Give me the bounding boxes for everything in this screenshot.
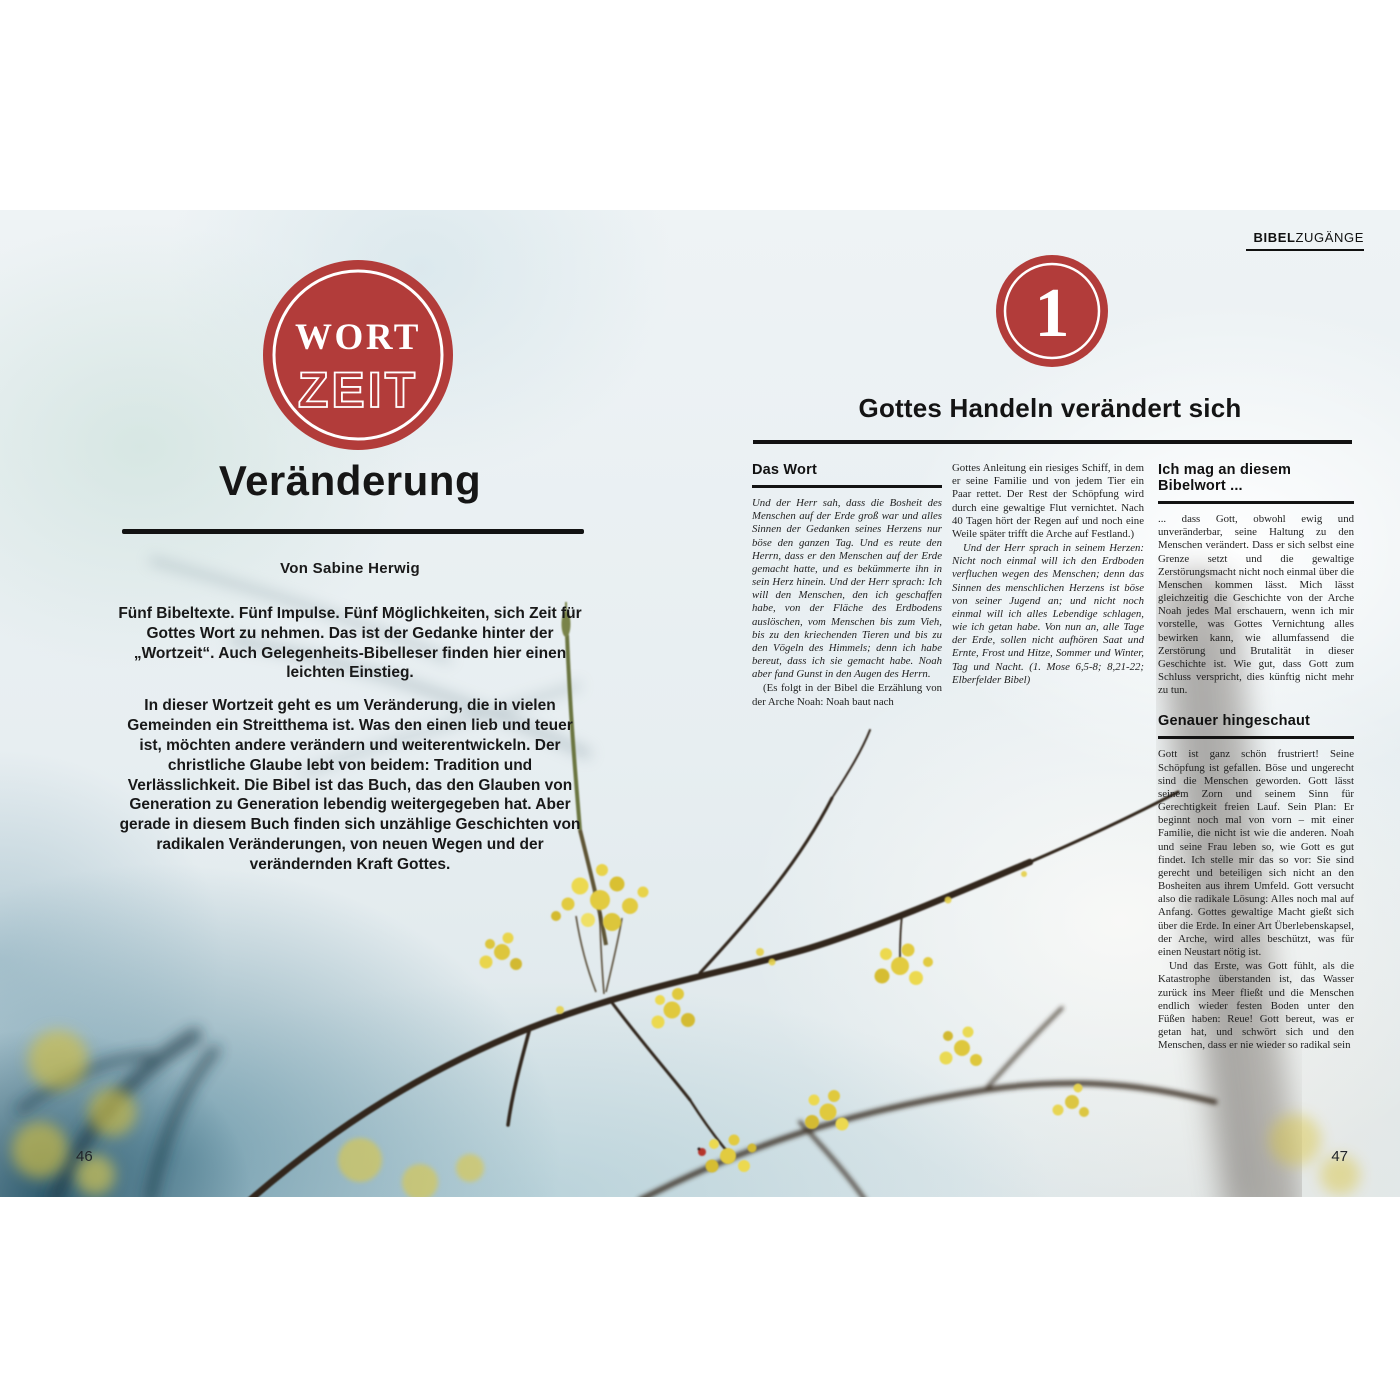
page-number-right: 47 — [1331, 1148, 1348, 1165]
title-rule — [122, 529, 584, 534]
bibelwort-text: ... dass Gott, obwohl ewig und unveränderbar, seine Haltung zu den Menschen verändert. Dass er sich selbst eine Grenze setzt und die gewaltige Zerstörungsmacht nicht noch einmal über die Menschen kommen lässt. Mich lässt gleichzeitig die Geschichte von der Arche Noah jedes Mal erschauern, wenn ich mir vorstelle, was Gottes Vernichtung alles bewirken kann, wie allumfassend die Zerstörung und Brutalität in dieser Geschichte ist. Wie gut, dass Gott zum Schluss verspricht, dies künftig nicht mehr zu tun. — [1158, 513, 1354, 697]
wortzeit-logo-badge — [260, 257, 456, 453]
bible-text-part2: Und der Herr sprach in seinem Herzen: Nicht noch einmal will ich den Erdboden verfluchen wegen des Menschen; denn das Sinnen des menschlichen Herzens ist böse von seiner Jugend an; und nicht noch einmal will ich alles Lebendige schlagen, wie ich getan habe. Von nun an, alle Tage der Erde, sollen nicht aufhören Saat und Ernte, Frost und Hitze, Sommer und Winter, Tag und Nacht. (1. Mose 6,5-8; 8,21-22; Elberfelder Bibel) — [952, 542, 1144, 686]
intro-paragraph-2: In dieser Wortzeit geht es um Veränderung, die in vielen Gemeinden ein Streitthema ist. Was den einen lieb und teuer ist, möchten andere verändern und weiterentwickeln. Der christliche Glaube lebt von beidem: Tradition und Verlässlichkeit. Die Bibel ist das Buch, das den Glauben von Generation zu Generation lebendig weitergegeben hat. Aber gerade in diesem Buch finden sich unzählige Geschichten von radikalen Veränderungen, von neuen Wegen und der verändernden Kraft Gottes. — [119, 697, 581, 873]
chapter-rule — [753, 440, 1352, 444]
intro-block — [115, 604, 585, 888]
column-commentary — [1158, 462, 1354, 1052]
column-bible-continued — [952, 462, 1144, 687]
section-header-rule — [1246, 249, 1364, 251]
column-das-wort — [752, 462, 942, 709]
das-wort-heading: Das Wort — [752, 462, 942, 488]
bible-note-end: Gottes Anleitung ein riesiges Schiff, in dem er seine Familie und von jedem Tier ein Paar rettet. Der Rest der Schöpfung wird durch eine gewaltige Flut vernichtet. Nach 40 Tagen hört der Regen auf und noch eine Weile später trifft die Arche auf Festland.) — [952, 462, 1144, 540]
genauer-heading: Genauer hingeschaut — [1158, 713, 1354, 739]
section-header — [1246, 230, 1364, 251]
chapter-title: Gottes Handeln verändert sich — [858, 393, 1242, 423]
magazine-spread — [0, 210, 1400, 1197]
genauer-text-2: Und das Erste, was Gott fühlt, als die Katastrophe überstanden ist, das Wasser zurück ins Meer fließt und die Menschen endlich wieder festen Boden unter den Füßen haben: Reue! Gott bereut, was er getan hat, und schwört sich und den Menschen, dass er nie wieder so radikal sein — [1158, 960, 1354, 1052]
chapter-number-badge — [994, 253, 1110, 369]
bibelwort-heading: Ich mag an diesem Bibelwort ... — [1158, 462, 1354, 504]
section-header-bold: BIBEL — [1253, 230, 1296, 245]
section-header-regular: ZUGÄNGE — [1295, 230, 1364, 245]
byline: Von Sabine Herwig — [280, 560, 420, 577]
page-number-left: 46 — [76, 1148, 93, 1165]
bible-text-part1: Und der Herr sah, dass die Bosheit des Menschen auf der Erde groß war und alles Sinnen der Gedanken seines Herzens nur böse den ganzen Tag. Und es reute den Herrn, dass er den Menschen auf der Erde gemacht hatte, und es bekümmerte ihn in sein Herz hinein. Und der Herr sprach: Ich will den Menschen, den ich geschaffen habe, von der Fläche des Erdbodens auslöschen, vom Menschen bis zum Vieh, bis zu den kriechenden Tieren und bis zu den Vögeln des Himmels; denn ich habe bereut, dass ich sie gemacht habe. Noah aber fand Gunst in den Augen des Herrn. — [752, 497, 942, 681]
bible-note-start: (Es folgt in der Bibel die Erzählung von der Arche Noah: Noah baut nach — [752, 682, 942, 708]
badge-zeit: ZEIT — [297, 362, 419, 418]
badge-word: WORT — [295, 317, 421, 358]
article-title: Veränderung — [218, 457, 482, 504]
intro-paragraph-1: Fünf Bibeltexte. Fünf Impulse. Fünf Möglichkeiten, sich Zeit für Gottes Wort zu nehmen. Das ist der Gedanke hinter der „Wortzeit“. Auch Gelegenheits-Bibelleser finden hier einen leichten Einstieg. — [118, 605, 582, 682]
chapter-number: 1 — [1034, 275, 1070, 352]
genauer-text-1: Gott ist ganz schön frustriert! Seine Schöpfung ist gefallen. Böse und ungerecht sind die Menschen geworden. Gott lässt seinem Zorn und seinem Sinn für Gerechtigkeit freien Lauf. Sein Plan: Er beginnt noch mal von vorn – mit einer Familie, die nicht ist wie die anderen. Noah und seine Frau leben so, wie Gott es gut findet. Ich stelle mir das so vor: Sie sind gerecht und beteiligen sich nicht an den Bosheiten aus ihrem Umfeld. Gott versucht also die radikale Lösung: Alles noch mal auf Anfang. Gottes gewaltige Macht gießt sich über die Erde. In einer Art Überlebenskapsel, der Arche, wird alles beschützt, was für einen Neustart nötig ist. — [1158, 748, 1354, 958]
